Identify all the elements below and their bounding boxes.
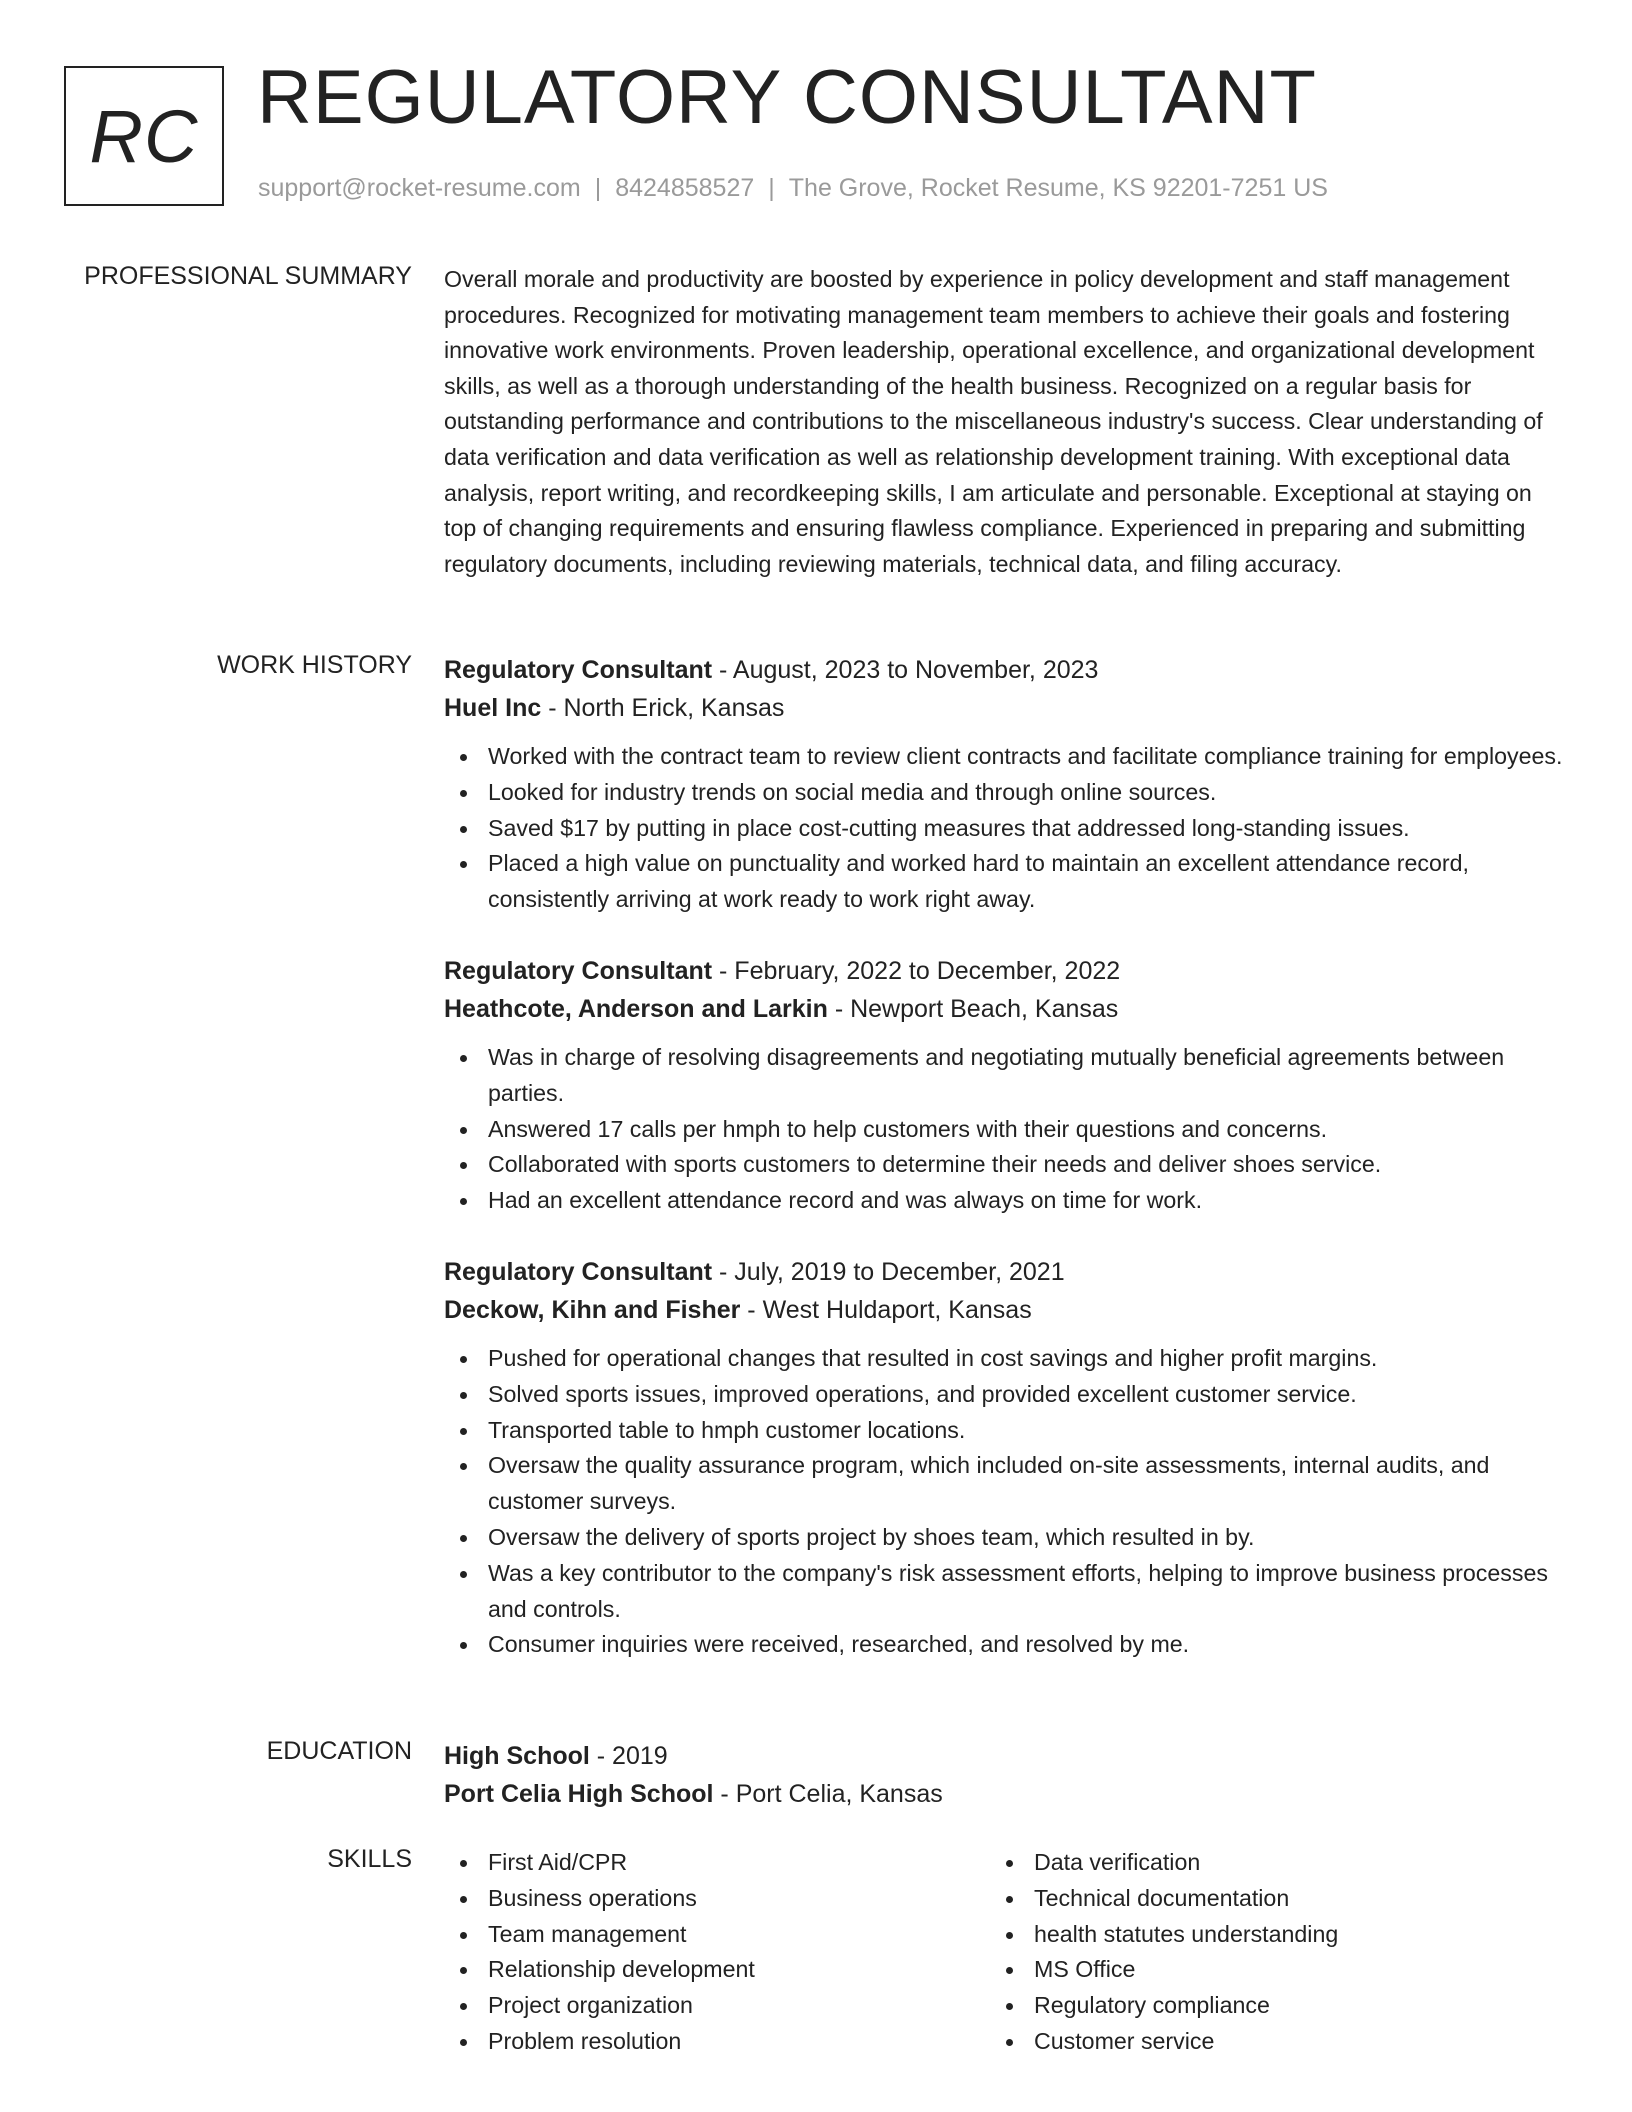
list-item: Was a key contributor to the company's risk assessment efforts, helping to improve business processes and controls. [444, 1556, 1566, 1628]
skills-column-left [444, 1845, 964, 2060]
list-item: Answered 17 calls per hmph to help customers with their questions and concerns. [444, 1112, 1566, 1148]
summary-label: PROFESSIONAL SUMMARY [84, 262, 412, 290]
list-item: Had an excellent attendance record and was always on time for work. [444, 1183, 1566, 1219]
job-entry [444, 952, 1566, 1219]
job-location: - West Huldaport, Kansas [740, 1295, 1032, 1324]
education-body [444, 1737, 1566, 1813]
job-location: - North Erick, Kansas [541, 694, 785, 722]
skills-column-right [990, 1845, 1510, 2060]
contact-phone[interactable]: 8424858527 [615, 174, 755, 202]
job-entry [444, 1253, 1566, 1663]
education-label: EDUCATION [266, 1737, 412, 1765]
list-item: Saved $17 by putting in place cost-cutting measures that addressed long-standing issues. [444, 811, 1566, 847]
contact-address: The Grove, Rocket Resume, KS 92201-7251 US [788, 174, 1328, 202]
skills-list-left [444, 1845, 964, 2060]
job-company-line [444, 990, 1566, 1028]
list-item: Placed a high value on punctuality and worked hard to maintain an excellent attendance record, consistently arriving at work ready to work right away. [444, 846, 1566, 918]
skills-label: SKILLS [327, 1845, 412, 1873]
job-title-line [444, 651, 1566, 689]
job-company-line [444, 689, 1566, 727]
list-item: First Aid/CPR [444, 1845, 964, 1881]
list-item: Was in charge of resolving disagreements and negotiating mutually beneficial agreements between parties. [444, 1040, 1566, 1112]
monogram-initials: RC [89, 94, 199, 178]
contact-separator: | [768, 174, 775, 202]
contact-email[interactable]: support@rocket-resume.com [258, 174, 581, 202]
list-item: Relationship development [444, 1952, 964, 1988]
job-bullets [444, 739, 1566, 918]
list-item: health statutes understanding [990, 1917, 1510, 1953]
list-item: Consumer inquiries were received, researched, and resolved by me. [444, 1627, 1566, 1663]
contact-separator: | [594, 174, 602, 202]
resume-name: REGULATORY CONSULTANT [257, 55, 1317, 140]
education-location: - Port Celia, Kansas [713, 1780, 943, 1808]
job-company: Huel Inc [444, 694, 542, 722]
job-entry [444, 651, 1566, 918]
list-item: Data verification [990, 1845, 1510, 1881]
job-title: Regulatory Consultant [444, 1257, 713, 1286]
list-item: Solved sports issues, improved operations, and provided excellent customer service. [444, 1377, 1566, 1413]
job-company-line [444, 1291, 1566, 1329]
job-dates: - August, 2023 to November, 2023 [712, 656, 1099, 684]
list-item: Project organization [444, 1988, 964, 2024]
list-item: Oversaw the quality assurance program, which included on-site assessments, internal audits, and customer surveys. [444, 1448, 1566, 1520]
list-item: MS Office [990, 1952, 1510, 1988]
list-item: Technical documentation [990, 1881, 1510, 1917]
job-title: Regulatory Consultant [444, 656, 713, 684]
job-dates: - February, 2022 to December, 2022 [712, 956, 1121, 985]
list-item: Transported table to hmph customer locations. [444, 1413, 1566, 1449]
contact-line [258, 174, 1328, 203]
education-school-line [444, 1775, 1566, 1813]
list-item: Regulatory compliance [990, 1988, 1510, 2024]
work-history-body [444, 651, 1566, 1697]
job-title: Regulatory Consultant [444, 956, 713, 985]
monogram-box [64, 66, 224, 206]
list-item: Worked with the contract team to review client contracts and facilitate compliance training for employees. [444, 739, 1566, 775]
education-year: - 2019 [589, 1742, 668, 1770]
job-bullets [444, 1341, 1566, 1663]
job-location: - Newport Beach, Kansas [827, 994, 1119, 1023]
job-dates: - July, 2019 to December, 2021 [712, 1257, 1065, 1286]
list-item: Customer service [990, 2024, 1510, 2060]
list-item: Pushed for operational changes that resulted in cost savings and higher profit margins. [444, 1341, 1566, 1377]
list-item: Collaborated with sports customers to determine their needs and deliver shoes service. [444, 1147, 1566, 1183]
list-item: Looked for industry trends on social media and through online sources. [444, 775, 1566, 811]
list-item: Problem resolution [444, 2024, 964, 2060]
summary-body [444, 262, 1566, 582]
education-degree-line [444, 1737, 1566, 1775]
job-bullets [444, 1040, 1566, 1219]
job-title-line [444, 952, 1566, 990]
list-item: Business operations [444, 1881, 964, 1917]
job-title-line [444, 1253, 1566, 1291]
skills-list-right [990, 1845, 1510, 2060]
list-item: Team management [444, 1917, 964, 1953]
education-school: Port Celia High School [444, 1780, 714, 1808]
job-company: Deckow, Kihn and Fisher [444, 1295, 741, 1324]
summary-text: Overall morale and productivity are boosted by experience in policy development and staff management procedures. Recognized for motivating management team members to achieve their goals and fostering innovative work environments. Proven leadership, operational excellence, and organizational development skills, as well as a thorough understanding of the health business. Recognized on a regular basis for outstanding performance and contributions to the miscellaneous industry's success. Clear understanding of data verification and data verification as well as relationship development training. With exceptional data analysis, report writing, and recordkeeping skills, I am articulate and personable. Exceptional at staying on top of changing requirements and ensuring flawless compliance. Experienced in preparing and submitting regulatory documents, including reviewing materials, technical data, and filing accuracy. [444, 266, 1543, 577]
work-history-label: WORK HISTORY [217, 651, 412, 679]
list-item: Oversaw the delivery of sports project by shoes team, which resulted in by. [444, 1520, 1566, 1556]
job-company: Heathcote, Anderson and Larkin [444, 994, 828, 1023]
education-degree: High School [444, 1742, 590, 1770]
